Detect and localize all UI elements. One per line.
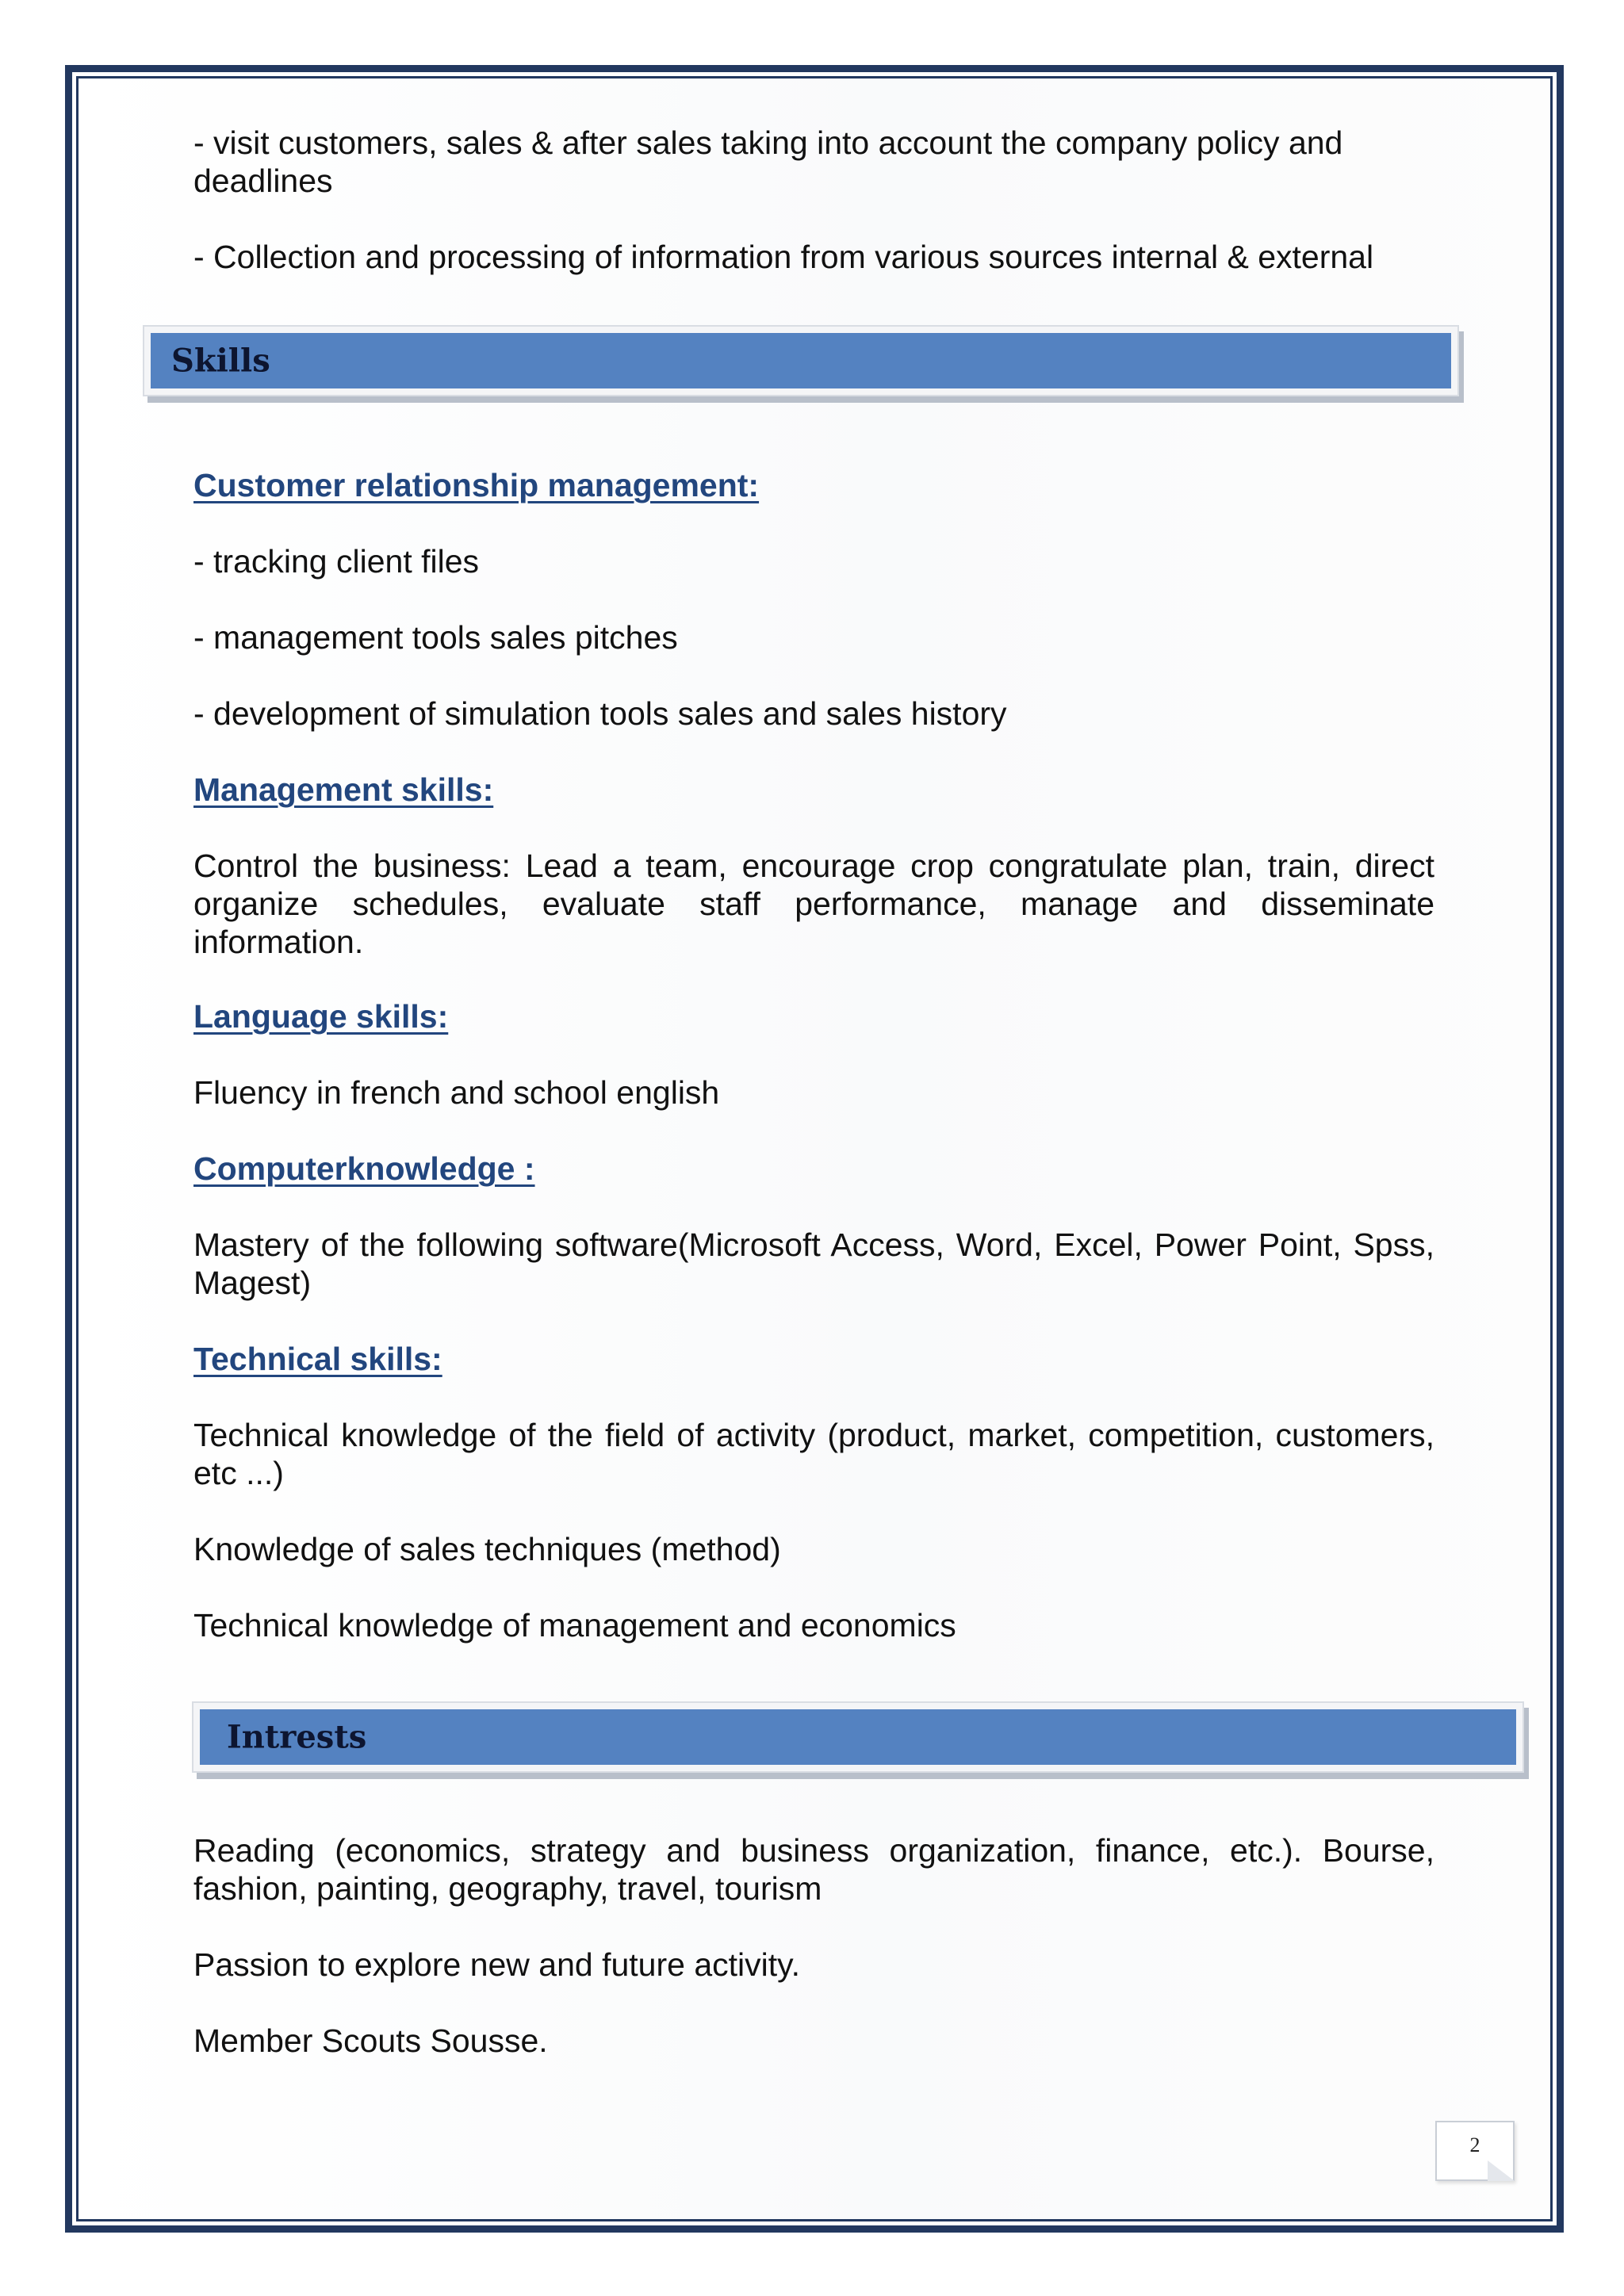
interests-item-3: Member Scouts Sousse.: [193, 2022, 548, 2059]
intro-bullet-2: - Collection and processing of information from various sources internal & external: [193, 239, 1374, 275]
intro-bullet-1: - visit customers, sales & after sales taking into account the company policy and deadlines: [193, 124, 1343, 199]
interests-item-1: Reading (economics, strategy and business organization, finance, etc.). Bourse, fashion, painting, geography, travel, tourism: [193, 1832, 1434, 1907]
language-heading: Language skills:: [193, 998, 449, 1035]
crm-heading: Customer relationship management:: [193, 467, 760, 503]
computer-heading: Computerknowledge :: [193, 1150, 535, 1187]
page-number: 2: [1469, 2133, 1480, 2156]
interests-item-2: Passion to explore new and future activity.: [193, 1946, 800, 1983]
crm-item-3: - development of simulation tools sales and sales history: [193, 695, 1007, 732]
page-number-badge: [1435, 2121, 1515, 2181]
technical-item-3: Technical knowledge of management and economics: [193, 1607, 956, 1644]
interests-section-bar: [192, 1701, 1524, 1773]
technical-item-2: Knowledge of sales techniques (method): [193, 1531, 781, 1567]
crm-item-2: - management tools sales pitches: [193, 619, 678, 656]
computer-text: Mastery of the following software(Microsoft Access, Word, Excel, Power Point, Spss, Magest): [193, 1226, 1434, 1301]
skills-section-title: Skills: [171, 342, 270, 380]
technical-heading: Technical skills:: [193, 1341, 442, 1377]
language-text: Fluency in french and school english: [193, 1074, 720, 1111]
page-curl-icon: [1488, 2160, 1515, 2181]
skills-section-bar: [143, 325, 1459, 396]
management-text: Control the business: Lead a team, encourage crop congratulate plan, train, direct organize schedules, evaluate staff performance, manage and disseminate information.: [193, 848, 1434, 960]
interests-section-title: Intrests: [227, 1718, 367, 1756]
technical-item-1: Technical knowledge of the field of activity (product, market, competition, customers, etc ...): [193, 1417, 1434, 1491]
crm-item-1: - tracking client files: [193, 543, 480, 580]
management-heading: Management skills:: [193, 771, 494, 808]
